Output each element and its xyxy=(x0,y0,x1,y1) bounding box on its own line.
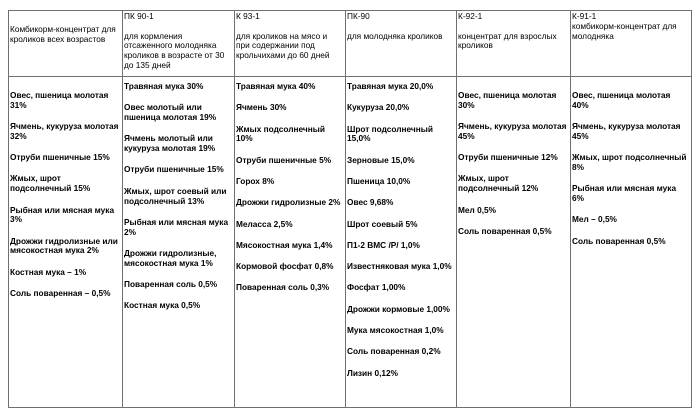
column-description: Комбикорм-концентрат для кроликов всех возрастов xyxy=(10,24,116,44)
ingredient-item: Зерновые 15,0% xyxy=(347,154,415,165)
column-description: для молодняка кроликов xyxy=(347,30,443,41)
column-code: К-92-1 xyxy=(458,11,483,21)
ingredient-item: Овес, пшеница молотая 30% xyxy=(458,90,557,110)
ingredient-item: Дрожжи гидролизные 2% xyxy=(236,197,341,208)
ingredient-item: Жмых, шрот подсолнечный 15% xyxy=(10,173,91,194)
ingredient-item: Ячмень, кукуруза молотая 45% xyxy=(458,121,567,141)
ingredient-item: Дрожжи гидролизные, мясокостная мука 1% xyxy=(124,247,217,268)
ingredient-item: Отруби пшеничные 5% xyxy=(236,154,332,165)
ingredient-item: Известняковая мука 1,0% xyxy=(347,261,452,272)
ingredient-item: Кормовой фосфат 0,8% xyxy=(236,261,334,272)
header-cell-3 xyxy=(234,12,345,61)
ingredient-item: Ячмень 30% xyxy=(236,102,287,113)
column-code: К-91-1 xyxy=(572,11,597,21)
column-description: для кормления отсаженного молодняка кроликов в возрасте от 30 до 135 дней xyxy=(124,30,225,70)
table-border-right xyxy=(691,10,692,408)
ingredient-item: Мука мясокостная 1,0% xyxy=(347,325,444,336)
ingredient-item: Отруби пшеничные 15% xyxy=(124,164,224,175)
ingredients-cell-4 xyxy=(345,82,456,378)
ingredient-item: Рыбная или мясная мука 3% xyxy=(10,204,115,225)
ingredient-item: Фосфат 1,00% xyxy=(347,282,406,293)
ingredient-item: Горох 8% xyxy=(236,175,275,186)
ingredient-item: П1-2 ВМС /Р/ 1,0% xyxy=(347,239,420,250)
header-cell-1 xyxy=(8,25,122,45)
column-description: комбикорм-концентрат для молодняка xyxy=(572,20,677,41)
header-cell-6 xyxy=(570,12,691,41)
ingredient-item: Овес, пшеница молотая 31% xyxy=(10,90,109,110)
ingredient-item: Ячмень, кукуруза молотая 32% xyxy=(10,121,119,141)
column-description: концентрат для взрослых кроликов xyxy=(458,30,557,51)
ingredient-item: Овес 9,68% xyxy=(347,197,394,208)
ingredient-item: Овес, пшеница молотая 40% xyxy=(572,90,671,110)
ingredient-item: Соль поваренная 0,2% xyxy=(347,346,441,357)
table-border-bottom xyxy=(8,407,692,408)
ingredient-item: Ячмень, кукуруза молотая 45% xyxy=(572,121,681,141)
ingredient-item: Поваренная соль 0,3% xyxy=(236,282,330,293)
ingredient-item: Жмых, шрот подсолнечный 12% xyxy=(458,173,539,194)
ingredient-item: Овес молотый или пшеница молотая 19% xyxy=(124,102,217,123)
feed-composition-table xyxy=(8,10,692,408)
ingredient-item: Шрот подсолнечный 15,0% xyxy=(347,123,433,144)
column-code: К 93-1 xyxy=(236,11,260,21)
ingredient-item: Отруби пшеничные 12% xyxy=(458,152,558,163)
column-description: для кроликов на мясо и при содержании под крольчихами до 60 дней xyxy=(236,30,330,61)
ingredient-item: Соль поваренная 0,5% xyxy=(458,225,552,236)
ingredient-item: Соль поваренная 0,5% xyxy=(572,235,666,246)
ingredients-cell-5 xyxy=(456,91,570,237)
ingredient-item: Рыбная или мясная мука 2% xyxy=(124,216,229,237)
ingredient-item: Дрожжи кормовые 1,00% xyxy=(347,303,450,314)
ingredient-item: Меласса 2,5% xyxy=(236,218,293,229)
ingredient-item: Ячмень молотый или кукуруза молотая 19% xyxy=(124,133,216,154)
ingredient-item: Пшеница 10,0% xyxy=(347,175,411,186)
header-divider xyxy=(8,76,692,77)
column-code: ПК 90-1 xyxy=(124,11,154,21)
ingredient-item: Поваренная соль 0,5% xyxy=(124,279,218,290)
ingredient-item: Рыбная или мясная мука 6% xyxy=(572,183,677,204)
ingredient-item: Мел – 0,5% xyxy=(572,214,617,225)
ingredients-cell-1 xyxy=(8,91,122,299)
ingredients-cell-6 xyxy=(570,91,691,246)
ingredient-item: Мясокостная мука 1,4% xyxy=(236,239,333,250)
header-cell-2 xyxy=(122,12,234,71)
ingredient-item: Кукуруза 20,0% xyxy=(347,102,410,113)
ingredient-item: Жмых подсолнечный 10% xyxy=(236,123,325,144)
ingredient-item: Дрожжи гидролизные или мясокостная мука 2% xyxy=(10,235,118,256)
ingredients-cell-3 xyxy=(234,82,345,293)
ingredient-item: Лизин 0,12% xyxy=(347,367,398,378)
ingredient-item: Мел 0,5% xyxy=(458,204,497,215)
column-code: ПК-90 xyxy=(347,11,370,21)
header-cell-4 xyxy=(345,12,456,41)
ingredient-item: Жмых, шрот соевый или подсолнечный 13% xyxy=(124,185,227,206)
ingredient-item: Травяная мука 30% xyxy=(124,81,204,91)
ingredient-item: Травяная мука 20,0% xyxy=(347,81,434,91)
ingredient-item: Костная мука – 1% xyxy=(10,266,87,277)
ingredients-cell-2 xyxy=(122,82,234,311)
ingredient-item: Жмых, шрот подсолнечный 8% xyxy=(572,152,687,172)
ingredient-item: Шрот соевый 5% xyxy=(347,218,418,229)
ingredient-item: Травяная мука 40% xyxy=(236,81,316,91)
ingredient-item: Соль поваренная – 0,5% xyxy=(10,288,111,299)
header-cell-5 xyxy=(456,12,570,51)
ingredient-item: Отруби пшеничные 15% xyxy=(10,152,110,163)
ingredient-item: Костная мука 0,5% xyxy=(124,300,201,311)
